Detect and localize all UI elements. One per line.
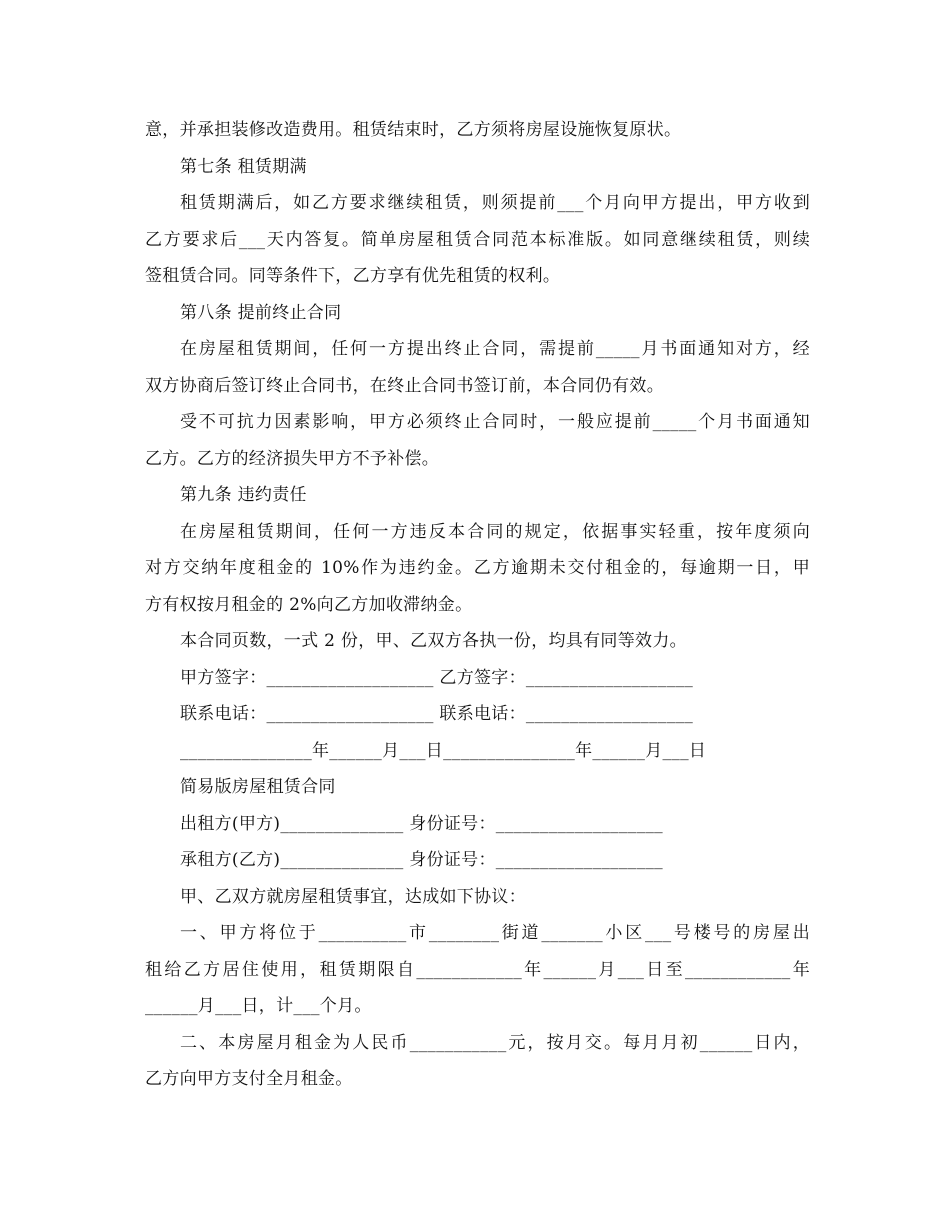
document-line: 乙方。乙方的经济损失甲方不予补偿。 <box>145 448 440 469</box>
document-line: 第八条 提前终止合同 <box>180 302 342 323</box>
document-line: 联系电话：___________________ 联系电话：___________________ <box>180 704 694 724</box>
document-line: 承租方(乙方)______________ 身份证号：___________________ <box>180 850 663 870</box>
document-line: 甲方签字：___________________ 乙方签字：___________________ <box>180 667 694 688</box>
document-line: 一、甲方将位于__________市________街道_______小区___号楼号的房屋出 <box>180 923 810 943</box>
document-line: 租赁期满后，如乙方要求继续租赁，则须提前___个月向甲方提出，甲方收到 <box>180 193 810 213</box>
document-line: 乙方向甲方支付全月租金。 <box>145 1069 353 1089</box>
document-line: 第九条 违约责任 <box>180 485 307 505</box>
document-body <box>145 112 810 1098</box>
document-line: 简易版房屋租赁合同 <box>180 777 336 797</box>
document-line: _______________年______月___日_______________年______月___日 <box>180 740 707 761</box>
document-line: 签租赁合同。同等条件下，乙方享有优先租赁的权利。 <box>145 266 561 286</box>
document-line: 受不可抗力因素影响，甲方必须终止合同时，一般应提前_____个月书面通知 <box>180 412 810 432</box>
document-line: 双方协商后签订终止合同书，在终止合同书签订前，本合同仍有效。 <box>145 375 664 396</box>
document-line: 对方交纳年度租金的 10%作为违约金。乙方逾期未交付租金的，每逾期一日，甲 <box>145 558 810 578</box>
document-line: 在房屋租赁期间，任何一方违反本合同的规定，依据事实轻重，按年度须向 <box>180 521 810 542</box>
document-line: 本合同页数，一式 2 份，甲、乙双方各执一份，均具有同等效力。 <box>180 631 687 651</box>
document-line: 出租方(甲方)______________ 身份证号：___________________ <box>180 813 663 834</box>
document-line: ______月___日，计___个月。 <box>145 996 372 1016</box>
document-line: 方有权按月租金的 2%向乙方加收滞纳金。 <box>145 594 473 615</box>
document-line: 租给乙方居住使用，租赁期限自____________年______月___日至____________年 <box>145 959 810 980</box>
document-line: 乙方要求后___天内答复。简单房屋租赁合同范本标准版。如同意继续租赁，则续 <box>145 229 810 250</box>
document-line: 在房屋租赁期间，任何一方提出终止合同，需提前_____月书面通知对方，经 <box>180 339 810 359</box>
document-line: 第七条 租赁期满 <box>180 156 307 177</box>
document-line: 甲、乙双方就房屋租赁事宜，达成如下协议： <box>180 886 526 907</box>
document-line: 意，并承担装修改造费用。租赁结束时，乙方须将房屋设施恢复原状。 <box>145 120 682 140</box>
document-line: 二、本房屋月租金为人民币___________元，按月交。每月月初______日内， <box>180 1032 810 1053</box>
